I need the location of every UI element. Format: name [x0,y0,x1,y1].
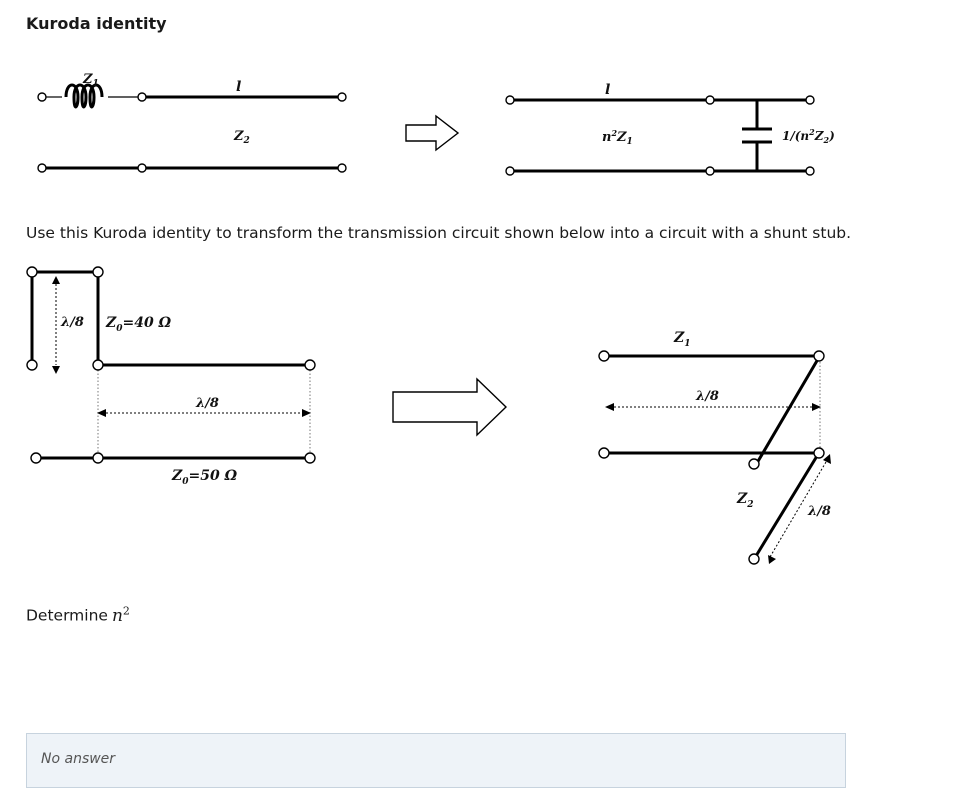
inductor-label: Z [83,72,93,87]
question-prefix: Determine [26,606,108,625]
line-length-label: λ/8 [196,396,219,411]
transform-arrow-large-icon [393,379,506,435]
z1-label: $Z_1$ [674,330,691,349]
stub-impedance-label: $Z_0=40$ Ω [106,315,172,334]
right-line-length-label: l [605,82,611,98]
page-title: Kuroda identity [26,14,167,33]
right-line-impedance-label: $n^2Z_1$ [602,128,633,147]
answer-field[interactable] [26,733,846,788]
original-circuit [27,267,315,487]
answer-placeholder: No answer [41,751,116,767]
capacitor-label: $1/(n^2Z_2)$ [782,127,835,145]
stub-length-label: λ/8 [61,315,84,330]
svg-text:Z2: $Z_2$ [234,129,250,146]
z2-label: $Z_2$ [737,491,754,510]
line-length-label: l [236,79,242,95]
result-line-length-label: λ/8 [696,389,719,404]
transformed-circuit [599,330,831,564]
question-variable: $n^2$ [111,604,130,626]
result-stub-length-label: λ/8 [808,504,831,519]
question-text [26,604,130,626]
line-impedance-label: $Z_0=50$ Ω [172,468,238,487]
instruction-text: Use this Kuroda identity to transform the transmission circuit shown below into a circuit with a shunt stub. [26,224,852,242]
line-impedance-label: Z [234,129,244,144]
svg-text:Z1: $Z_1$ [83,72,99,89]
